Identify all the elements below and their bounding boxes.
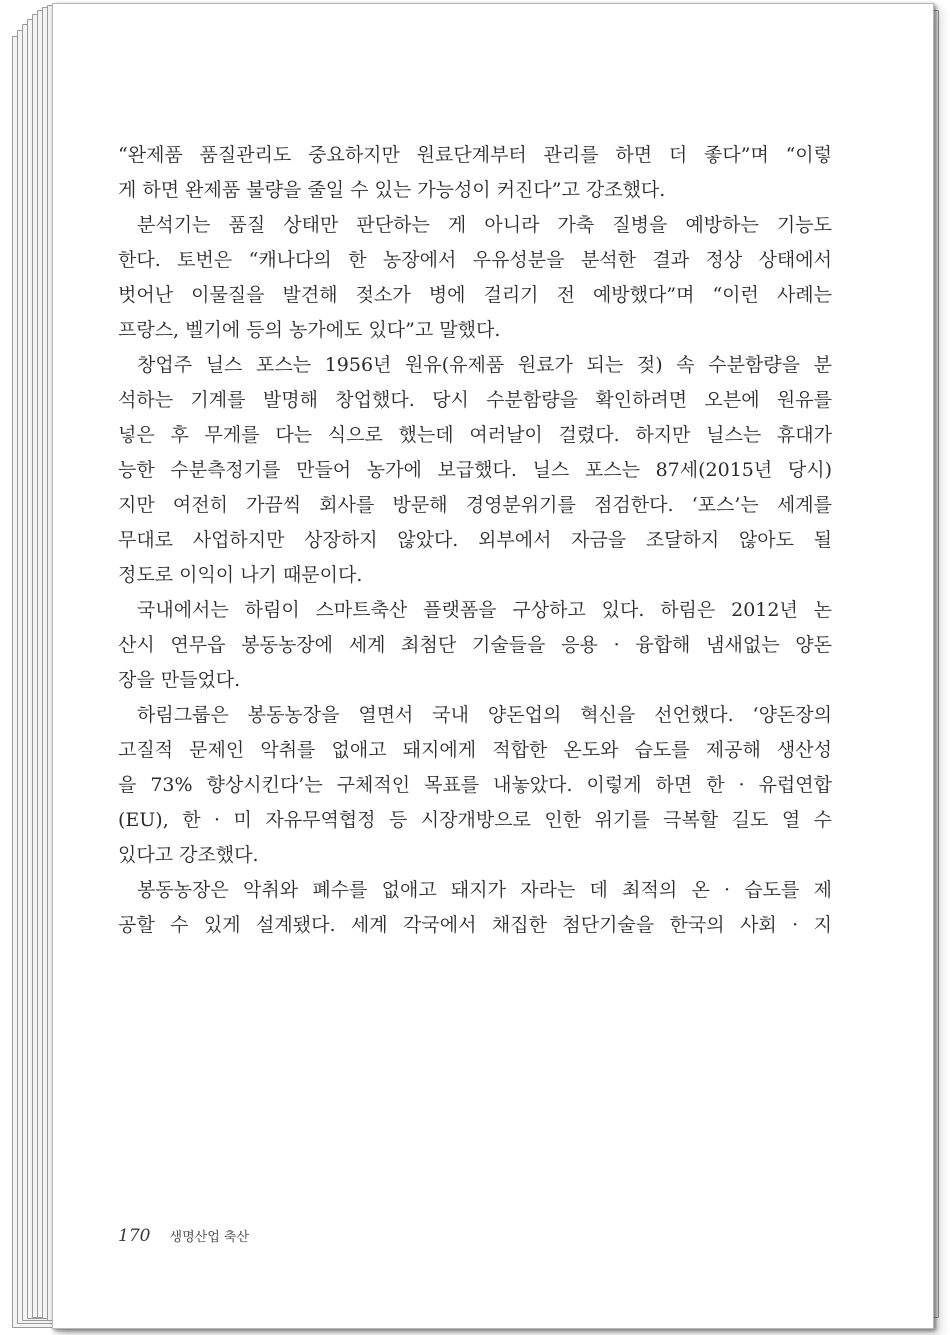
text-line: 무대로 사업하지만 상장하지 않았다. 외부에서 자금을 조달하지 않아도 될: [118, 529, 832, 551]
body-text: [118, 138, 832, 943]
text-line: 게 하면 완제품 불량을 줄일 수 있는 가능성이 커진다”고 강조했다.: [118, 179, 666, 201]
text-line: 능한 수분측정기를 만들어 농가에 보급했다. 닐스 포스는 87세(2015년 당시): [118, 459, 832, 481]
page-footer: [118, 1226, 249, 1250]
page-number: 170: [118, 1226, 151, 1246]
text-line: 창업주 닐스 포스는 1956년 원유(유제품 원료가 되는 젖) 속 수분함량을 분: [137, 354, 832, 376]
text-line: 공할 수 있게 설계됐다. 세계 각국에서 채집한 첨단기술을 한국의 사회 · 지: [118, 914, 832, 936]
text-line: 분석기는 품질 상태만 판단하는 게 아니라 가축 질병을 예방하는 기능도: [137, 214, 832, 236]
text-line: 프랑스, 벨기에 등의 농가에도 있다”고 말했다.: [118, 319, 501, 341]
text-line: 을 73% 향상시킨다’는 구체적인 목표를 내놓았다. 이렇게 하면 한 · 유럽연합: [118, 774, 832, 796]
text-line: 있다고 강조했다.: [118, 844, 259, 866]
text-line: 석하는 기계를 발명해 창업했다. 당시 수분함량을 확인하려면 오븐에 원유를: [118, 389, 832, 411]
text-line: 한다. 토번은 “캐나다의 한 농장에서 우유성분을 분석한 결과 정상 상태에서: [118, 249, 832, 271]
text-line: 고질적 문제인 악취를 없애고 돼지에게 적합한 온도와 습도를 제공해 생산성: [118, 739, 832, 761]
text-line: 하림그룹은 봉동농장을 열면서 국내 양돈업의 혁신을 선언했다. ‘양돈장의: [137, 704, 832, 726]
text-line: 봉동농장은 악취와 폐수를 없애고 돼지가 자라는 데 최적의 온 · 습도를 제: [137, 879, 832, 901]
text-line: 산시 연무읍 봉동농장에 세계 최첨단 기술들을 응용 · 융합해 냄새없는 양돈: [118, 634, 832, 656]
text-line: “완제품 품질관리도 중요하지만 원료단계부터 관리를 하면 더 좋다”며 “이렇: [118, 144, 832, 166]
text-line: (EU), 한 · 미 자유무역협정 등 시장개방으로 인한 위기를 극복할 길도 열 수: [118, 809, 832, 831]
text-line: 지만 여전히 가끔씩 회사를 방문해 경영분위기를 점검한다. ‘포스’는 세계를: [118, 494, 832, 516]
text-line: 넣은 후 무게를 다는 식으로 했는데 여러날이 걸렸다. 하지만 닐스는 휴대가: [118, 424, 832, 446]
running-title: 생명산업 축산: [169, 1230, 250, 1245]
text-line: 장을 만들었다.: [118, 669, 241, 691]
text-line: 벗어난 이물질을 발견해 젖소가 병에 걸리기 전 예방했다”며 “이런 사례는: [118, 284, 832, 306]
text-line: 국내에서는 하림이 스마트축산 플랫폼을 구상하고 있다. 하림은 2012년 논: [137, 599, 832, 621]
text-line: 정도로 이익이 나기 때문이다.: [118, 564, 363, 586]
